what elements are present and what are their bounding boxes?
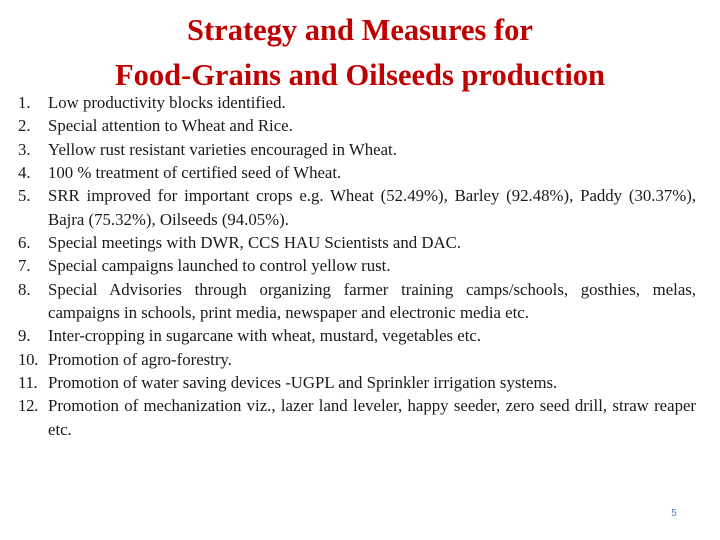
list-item-number: 6.	[18, 233, 31, 253]
list-item-number: 7.	[18, 256, 31, 276]
list-item-text: SRR improved for important crops e.g. Wheat (52.49%), Barley (92.48%), Paddy (30.37%), Bajra (75.32%), Oilseeds (94.05%).	[48, 186, 696, 229]
list-item-text: Special campaigns launched to control yellow rust.	[48, 256, 391, 276]
list-item-number: 9.	[18, 326, 31, 346]
list-item-text: Low productivity blocks identified.	[48, 93, 286, 112]
list-item	[18, 324, 696, 347]
list-item	[18, 138, 696, 161]
list-item-text: Yellow rust resistant varieties encouraged in Wheat.	[48, 139, 397, 159]
list-item-number: 8.	[18, 279, 31, 299]
list-item-text: Promotion of water saving devices -UGPL and Sprinkler irrigation systems.	[48, 373, 558, 393]
list-item-number: 1.	[18, 93, 31, 112]
list-item-number: 4.	[18, 163, 31, 183]
list-item	[18, 348, 696, 371]
list-item-text: Special Advisories through organizing farmer training camps/schools, gosthies, melas, campaigns in schools, print media, newspaper and electronic media etc.	[48, 279, 696, 323]
slide-title-line-2: Food-Grains and Oilseeds production	[114, 58, 606, 92]
list-item-number: 5.	[18, 186, 31, 206]
list-item-number: 3.	[18, 139, 31, 159]
list-item-text: 100 % treatment of certified seed of Wheat.	[48, 163, 342, 183]
list-item-number: 10.	[18, 349, 39, 369]
page-number: 5	[671, 508, 677, 519]
list-item	[18, 254, 696, 277]
list-item	[18, 371, 696, 394]
list-item-number: 11.	[18, 373, 38, 393]
list-item	[18, 231, 696, 254]
list-item	[18, 278, 696, 325]
list-item	[18, 184, 696, 231]
list-item-text: Special attention to Wheat and Rice.	[48, 116, 293, 136]
list-item	[18, 394, 696, 441]
slide-title	[20, 8, 700, 98]
list-item-text: Special meetings with DWR, CCS HAU Scientists and DAC.	[48, 233, 461, 253]
list-item	[18, 161, 696, 184]
slide-title-line-1: Strategy and Measures for	[187, 13, 533, 47]
list-item-text: Inter-cropping in sugarcane with wheat, mustard, vegetables etc.	[48, 326, 482, 346]
list-item	[18, 114, 696, 137]
list-item-text: Promotion of mechanization viz., lazer land leveler, happy seeder, zero seed drill, straw reaper etc.	[48, 396, 696, 439]
measures-list	[18, 91, 696, 441]
list-item	[18, 91, 696, 114]
list-item-text: Promotion of agro-forestry.	[48, 349, 232, 369]
list-item-number: 12.	[18, 396, 39, 416]
list-item-number: 2.	[18, 116, 31, 136]
